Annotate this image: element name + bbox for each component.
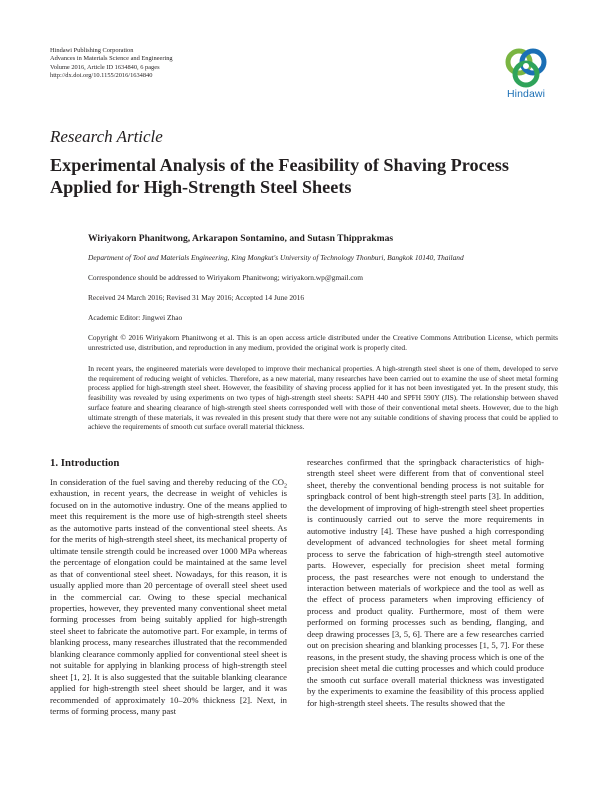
journal-name: Advances in Materials Science and Engineering [50, 55, 173, 63]
intro-text-a: In consideration of the fuel saving and thereby reducing of the CO [50, 477, 284, 487]
hindawi-logo-icon [500, 47, 552, 89]
right-column [307, 457, 544, 709]
logo-wordmark: Hindawi [506, 88, 546, 100]
copyright-notice: Copyright © 2016 Wiriyakorn Phanitwong et al. This is an open access article distributed under the Creative Commons Attribution License, which permits unrestricted use, distribution, and reproduction in any medium, provided the original work is properly cited. [88, 333, 558, 352]
correspondence: Correspondence should be addressed to Wiriyakorn Phanitwong; wiriyakorn.wp@gmail.com [88, 273, 364, 282]
co2-subscript: 2 [284, 483, 287, 490]
doi-link[interactable]: http://dx.doi.org/10.1155/2016/1634840 [50, 72, 153, 80]
hindawi-logo [500, 47, 552, 107]
intro-text-b: exhaustion, in recent years, the decrease in weight of vehicles is focused on in the automotive industry. One of the means applied to meet this requirement is the more use of high-strength steel sheets as the automotive parts instead of the conventional steel sheets. As for the merits of high-strength steel sheet, its mechanical property of ultimate tensile strength could be increased over 1000 MPa whereas the percentage of elongation could be maintained at the same level as that of conventional steel sheet. Nowadays, for this reason, it is usually applied more than 20 percentage of overall steel sheet used in the commercial car. Owing to these special mechanical properties, however, they prevented many conventional sheet metal forming processes from being suitably applied for high-strength steel sheet to fabricate the automotive part. For example, in terms of blanking process, many researches illustrated that the recommended blanking clearance commonly applied for conventional steel sheet is not suitable for applying in blanking process of high-strength steel sheet [1, 2]. It is also suggested that the suitable blanking clearance applied for high-strength steel sheet should be larger, and it was recommended of approximately 10–20% thickness [2]. Next, in terms of forming process, many past [50, 488, 287, 717]
affiliation: Department of Tool and Materials Engineering, King Mongkut's University of Technology Thonburi, Bangkok 10140, Thailand [88, 253, 464, 262]
journal-header [50, 47, 173, 81]
section-heading: 1. Introduction [50, 457, 120, 469]
academic-editor: Academic Editor: Jingwei Zhao [88, 313, 183, 322]
publisher-name: Hindawi Publishing Corporation [50, 47, 134, 54]
author-list: Wiriyakorn Phanitwong, Arkarapon Sontamino, and Sutasn Thipprakmas [88, 233, 394, 244]
article-type: Research Article [50, 127, 163, 146]
intro-paragraph-left [50, 477, 287, 718]
article-title: Experimental Analysis of the Feasibility of Shaving Process Applied for High-Strength Steel Sheets [50, 155, 509, 197]
intro-paragraph-right: researches confirmed that the springback characteristics of high-strength steel sheet were different from that of conventional steel sheet, thereby the conventional bending process is not suitable for springback control of bent high-strength steel parts [3]. In addition, the development of improving of high-strength steel sheet properties is continuously carried out to serve the more requirements in automotive industry [4]. These have pushed a high corresponding development of advanced technologies for sheet metal forming process to serve the fabrication of high-strength steel automotive parts. However, especially for precision sheet metal forming process, the past researches were not enough to understand the interaction between materials of workpiece and the tool as well as the effect of process parameters when improving efficiency of process and product quality. Furthermore, most of them were performed on forming processes such as bending, flanging, and deep drawing processes [3, 5, 6]. There are a few researches carried out on precision shearing and blanking processes [1, 5, 7]. For these reasons, in the present study, the shaving process which is one of the precision sheet metal die cutting processes and which could produce the smooth cut surface overall material thickness was investigated by the experiments to examine the feasibility of this process applied for high-strength steel sheets. The results showed that the [307, 457, 544, 708]
abstract: In recent years, the engineered materials were developed to improve their mechanical properties. A high-strength steel sheet is one of them, developed to serve the requirement of reducing weight of vehicles. Therefore, as a new material, many researches have been carried out to examine the use of sheet metal forming process applied for high-strength steel sheet. However, the feasibility of shaving process applied for it has not been investigated yet. In the present study, this feasibility was revealed by using experiments on two types of high-strength steel sheets: SAPH 440 and SPFH 590Y (JIS). The relationship between shaved surface feature and shearing clearance of high-strength steel sheets corresponded well with those of their conventional metal sheets. However, due to the high ultimate strength of these materials, it was revealed in this present study that there were not any suitable conditions of shaving process that could be applied to achieve the requirements of smooth cut surface overall material thickness. [88, 364, 558, 432]
received-dates: Received 24 March 2016; Revised 31 May 2016; Accepted 14 June 2016 [88, 293, 305, 302]
left-column [50, 457, 287, 718]
volume-info: Volume 2016, Article ID 1634840, 6 pages [50, 63, 160, 71]
